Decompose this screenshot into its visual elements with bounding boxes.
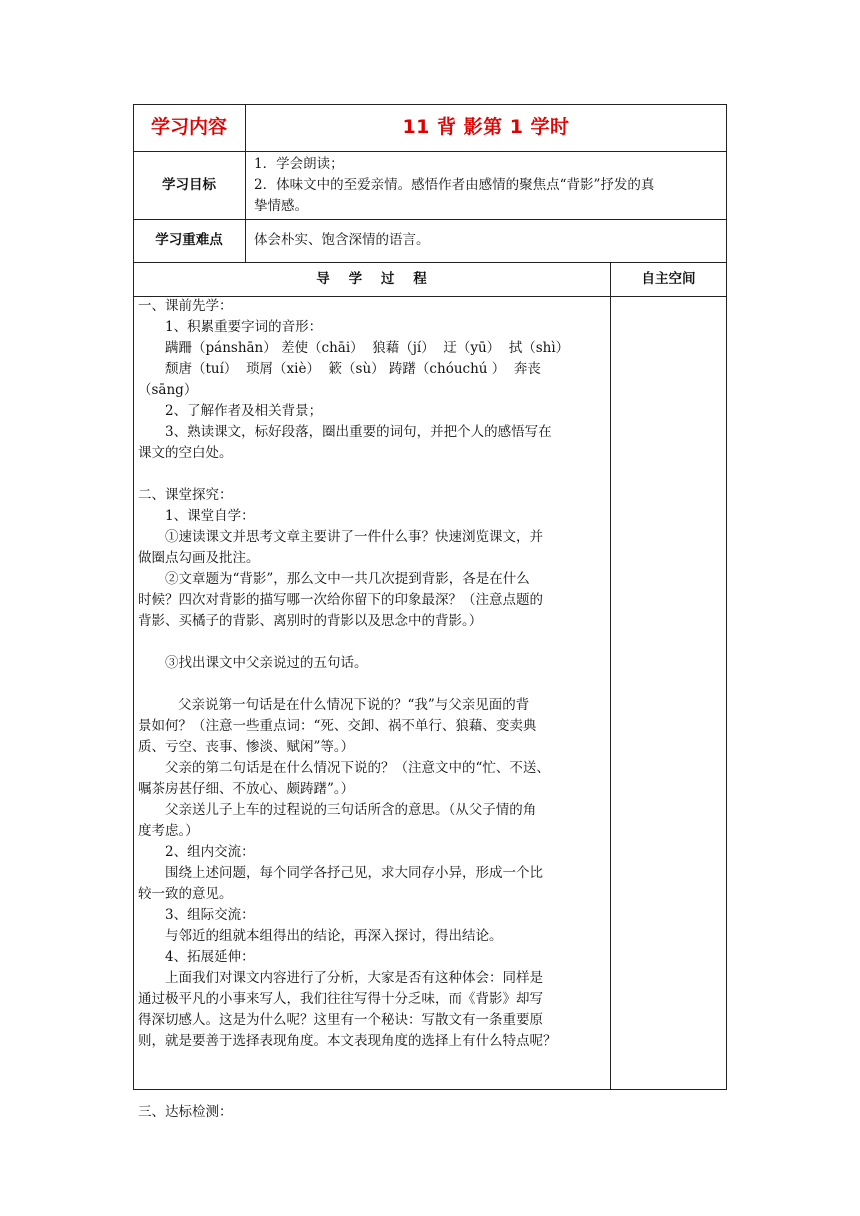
item: 4、拓展延伸： <box>165 949 255 965</box>
objectives-label: 学习目标 <box>162 177 216 193</box>
vocab-line: （sāng） <box>138 382 198 398</box>
item: 3、熟读课文，标好段落，圈出重要的词句，并把个人的感悟写在 <box>165 424 552 440</box>
question-continued: 做圈点勾画及批注。 <box>138 550 260 566</box>
item-text-cont: 得深切感人。这是为什么呢？这里有一个秘诀：写散文有一条重要原 <box>138 1012 543 1028</box>
item: 1、积累重要字词的音形： <box>165 319 323 335</box>
question: ③找出课文中父亲说过的五句话。 <box>165 655 368 671</box>
objective-line: 挚情感。 <box>254 198 308 214</box>
item-text-cont: 则，就是要善于选择表现角度。本文表现角度的选择上有什么特点呢？ <box>138 1033 557 1049</box>
item: 2、组内交流： <box>165 844 255 860</box>
item: 3、组际交流： <box>165 907 255 923</box>
father-quote-1: 父亲说第一句话是在什么情况下说的？“我”与父亲见面的背 <box>178 697 530 713</box>
item-text: 上面我们对课文内容进行了分析，大家是否有这种体会：同样是 <box>165 970 543 986</box>
item-text: 与邻近的组就本组得出的结论，再深入探讨，得出结论。 <box>165 928 503 944</box>
item-text: 围绕上述问题，每个同学各抒己见，求大同存小异，形成一个比 <box>165 865 543 881</box>
vocab-line: 颓唐（tuí） 琐屑（xiè） 簌（sù） 踌躇（chóuchú ） 奔丧 <box>165 361 541 377</box>
item-text-cont: 通过极平凡的小事来写人，我们往往写得十分乏味，而《背影》却写 <box>138 991 543 1007</box>
item: 2、了解作者及相关背景； <box>165 403 323 419</box>
question-continued: 时候？四次对背影的描写哪一次给你留下的印象最深？（注意点题的 <box>138 592 543 608</box>
column-divider <box>610 262 611 1090</box>
objective-line: 1．学会朗读； <box>254 156 344 172</box>
question: ①速读课文并思考文章主要讲了一件什么事？快速浏览课文，并 <box>165 529 543 545</box>
section-heading: 三、达标检测： <box>138 1104 233 1120</box>
father-quote-2-cont: 嘱茶房甚仔细、不放心、颇踌躇”。） <box>138 781 355 797</box>
section-heading: 一、课前先学： <box>138 298 233 314</box>
question: ②文章题为“背影”，那么文中一共几次提到背影，各是在什么 <box>165 571 530 587</box>
self-space-column-header: 自主空间 <box>641 271 696 287</box>
key-points-text: 体会朴实、饱含深情的语言。 <box>254 232 430 248</box>
question-continued: 背影、买橘子的背影、离别时的背影以及思念中的背影。） <box>138 613 483 629</box>
key-points-label: 学习重难点 <box>155 232 223 248</box>
father-quote-3: 父亲送儿子上车的过程说的三句话所含的意思。（从父子情的角 <box>165 802 537 818</box>
father-quote-2: 父亲的第二句话是在什么情况下说的？（注意文中的“忙、不送、 <box>165 760 550 776</box>
objectives-text <box>254 154 724 217</box>
process-content <box>138 296 606 1123</box>
father-quote-3-cont: 度考虑。） <box>138 823 199 839</box>
father-quote-1-cont: 景如何？（注意一些重点词：“死、交卸、祸不单行、狼藉、变卖典 <box>138 718 537 734</box>
vocab-line: 蹒跚（pánshān） 差使（chāi） 狼藉（jí） 迂（yū） 拭（shì） <box>165 340 570 356</box>
item-continued: 课文的空白处。 <box>138 445 233 461</box>
header-label: 学习内容 <box>150 116 227 138</box>
process-column-header: 导 学 过 程 <box>316 271 427 287</box>
item: 1、课堂自学： <box>165 508 255 524</box>
item-text-cont: 较一致的意见。 <box>138 886 233 902</box>
lesson-title: 11 背 影第 1 学时 <box>402 116 570 138</box>
father-quote-1-cont: 质、亏空、丧事、惨淡、赋闲”等。） <box>138 739 355 755</box>
objective-line: 2．体味文中的至爱亲情。感悟作者由感情的聚焦点“背影”抒发的真 <box>254 177 655 193</box>
section-heading: 二、课堂探究： <box>138 487 233 503</box>
